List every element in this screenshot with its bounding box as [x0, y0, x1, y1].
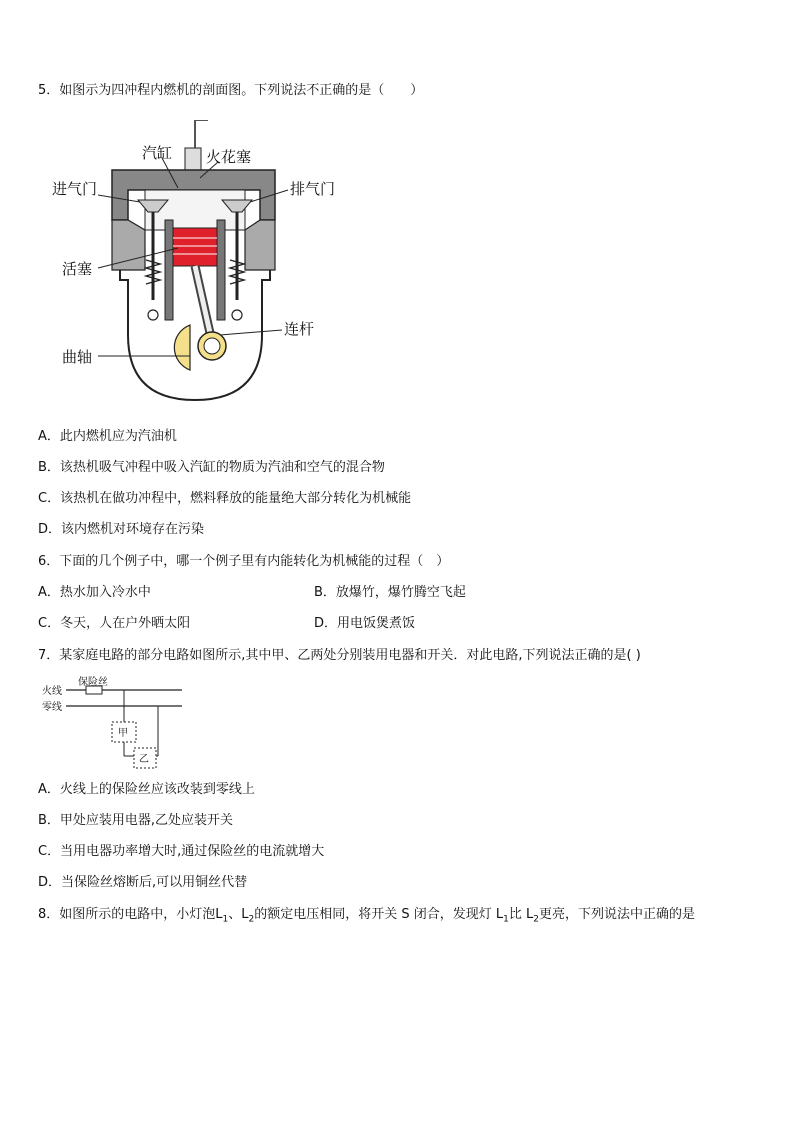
label-box-a: 甲 [118, 728, 128, 739]
question-6-option-c: C．冬天，人在户外晒太阳 [38, 616, 191, 631]
q8-text-4: 比 L [508, 907, 534, 922]
question-5-option-b: B．该热机吸气冲程中吸入汽缸的物质为汽油和空气的混合物 [38, 460, 385, 475]
q8-text-5: 更亮，下列说法中正确的是 [539, 907, 696, 922]
question-7-option-c: C．当用电器功率增大时,通过保险丝的电流就增大 [38, 844, 325, 859]
question-5-option-d: D．该内燃机对环境存在污染 [38, 522, 205, 537]
question-6-option-d: D．用电饭煲煮饭 [314, 616, 416, 631]
q8-text-3: 的额定电压相同，将开关 S 闭合，发现灯 L [254, 907, 504, 922]
label-cylinder: 汽缸 [142, 144, 173, 162]
q8-sub-1: 1 [222, 914, 229, 925]
q8-sub-4: 2 [533, 914, 539, 925]
question-8-stem [38, 906, 695, 929]
question-6-option-a: A．热水加入冷水中 [38, 585, 151, 600]
label-neutral-wire: 零线 [42, 702, 62, 713]
q8-text-2: 、L [228, 907, 249, 922]
question-7-option-b: B．甲处应装用电器,乙处应装开关 [38, 813, 234, 828]
label-box-b: 乙 [139, 754, 149, 765]
engine-diagram [50, 120, 350, 410]
q8-sub-3: 1 [503, 914, 509, 925]
question-6-option-b: B．放爆竹，爆竹腾空飞起 [314, 585, 466, 600]
household-circuit-figure [40, 676, 190, 776]
engine-cross-section-figure [50, 120, 350, 414]
question-7-option-d: D．当保险丝熔断后,可以用铜丝代替 [38, 875, 248, 890]
question-5-stem: 5．如图示为四冲程内燃机的剖面图。下列说法不正确的是（ ） [38, 83, 424, 98]
label-exhaust-valve: 排气门 [290, 180, 336, 198]
label-spark-plug: 火花塞 [206, 148, 252, 166]
question-5-option-a: A．此内燃机应为汽油机 [38, 429, 177, 444]
label-crankshaft: 曲轴 [62, 348, 93, 366]
question-7-stem: 7．某家庭电路的部分电路如图所示,其中甲、乙两处分别装用电器和开关．对此电路,下列说法正确的是( ) [38, 648, 641, 663]
q8-text-1: 8．如图所示的电路中，小灯泡L [38, 907, 223, 922]
label-live-wire: 火线 [42, 686, 62, 697]
label-fuse: 保险丝 [78, 677, 108, 688]
q8-sub-2: 2 [248, 914, 255, 925]
household-circuit-diagram [40, 676, 190, 772]
question-6-stem: 6．下面的几个例子中，哪一个例子里有内能转化为机械能的过程（ ） [38, 554, 450, 569]
label-intake-valve: 进气门 [52, 180, 98, 198]
question-7-option-a: A．火线上的保险丝应该改装到零线上 [38, 782, 255, 797]
label-connecting-rod: 连杆 [284, 320, 315, 338]
label-piston: 活塞 [62, 260, 93, 278]
question-5-option-c: C．该热机在做功冲程中，燃料释放的能量绝大部分转化为机械能 [38, 491, 412, 506]
